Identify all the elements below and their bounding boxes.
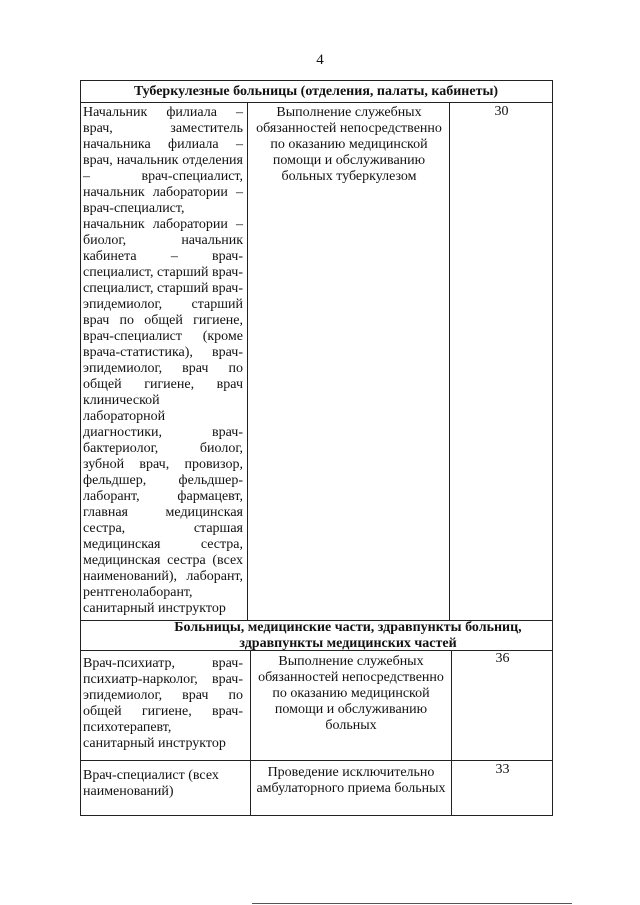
table-border-bottom xyxy=(80,815,553,816)
footer-rule xyxy=(252,903,572,904)
days-value-cell: 30 xyxy=(494,104,509,119)
days-value-cell: 36 xyxy=(495,651,510,666)
heading-1-bottom-border xyxy=(80,102,553,103)
section-heading-tb-hospitals: Туберкулезные больницы (отделения, палаты, кабинеты) xyxy=(133,84,499,99)
duty-description-cell: Проведение исключительно амбулаторного приема больных xyxy=(256,765,446,796)
table-border-left xyxy=(80,80,81,816)
duty-description-cell: Выполнение служебных обязанностей непосредственно по оказанию медицинской помощи и обслуживанию больных туберкулезом xyxy=(256,105,442,184)
section-heading-hospitals-medical-units: Больницы, медицинские части, здравпункты больниц, здравпункты медицинских частей xyxy=(174,620,522,651)
row-divider xyxy=(80,760,553,761)
table-border-right xyxy=(552,80,553,816)
col-divider-2-s1 xyxy=(449,102,450,620)
role-list-cell: Врач-психиатр, врач-психиатр-нарколог, врач-эпидемиолог, врач по общей гигиене, врач-психотерапевт, санитарный инструктор xyxy=(83,656,243,751)
col-divider-1-s2 xyxy=(250,650,251,815)
page-number: 4 xyxy=(316,52,324,68)
duty-description-cell: Выполнение служебных обязанностей непосредственно по оказанию медицинской помощи и обслуживанию больных xyxy=(258,654,444,733)
table-border-top xyxy=(80,80,553,81)
col-divider-1-s1 xyxy=(247,102,248,620)
role-list-cell: Начальник филиала – врач, заместитель начальника филиала – врач, начальник отделения – врач-специалист, начальник лаборатории – врач-специалист, начальник лаборатории – биолог, начальник кабинета – врач-специалист, старший врач-специалист, старший врач-эпидемиолог, старший врач по общей гигиене, врач-специалист (кроме врача-статистика), врач-эпидемиолог, врач по общей гигиене, врач клинической лабораторной диагностики, врач-бактериолог, биолог, зубной врач, провизор, фельдшер, фельдшер-лаборант, фармацевт, главная медицинская сестра, старшая медицинская сестра, медицинская сестра (всех наименований), лаборант, рентгенолаборант, санитарный инструктор xyxy=(83,105,243,616)
days-value-cell: 33 xyxy=(495,762,510,777)
role-list-cell: Врач-специалист (всех наименований) xyxy=(83,768,219,799)
col-divider-2-s2 xyxy=(451,650,452,815)
